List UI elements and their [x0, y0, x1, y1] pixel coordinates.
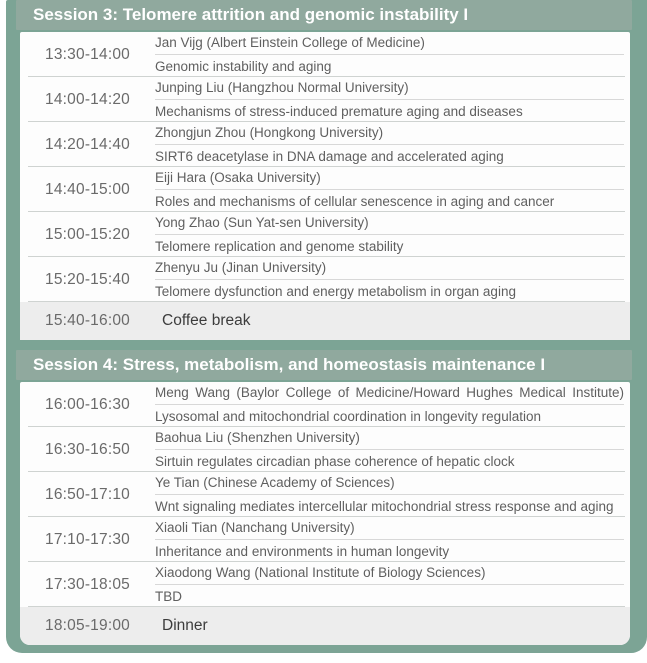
schedule-row [20, 427, 630, 472]
session-3-card [20, 32, 630, 340]
speaker-line: Xiaoli Tian (Nanchang University) [155, 518, 624, 540]
session-4-card [20, 382, 630, 645]
schedule-row [20, 167, 630, 212]
time-range: 15:20-15:40 [45, 270, 130, 288]
talk-details [155, 428, 630, 472]
schedule-row [20, 517, 630, 562]
speaker-line: Zhenyu Ju (Jinan University) [155, 258, 624, 280]
session-3-header: Session 3: Telomere attrition and genomic instability I [16, 0, 632, 30]
talk-title: Sirtuin regulates circadian phase coherence of hepatic clock [155, 453, 515, 469]
time-range: 15:00-15:20 [45, 225, 130, 243]
talk-details [155, 473, 630, 517]
speaker-line: Xiaodong Wang (National Institute of Biology Sciences) [155, 563, 624, 585]
time-range: 14:20-14:40 [45, 135, 130, 153]
talk-title: SIRT6 deacetylase in DNA damage and accelerated aging [155, 148, 504, 164]
break-label: Dinner [162, 617, 208, 634]
talk-details [155, 563, 630, 607]
talk-title: Mechanisms of stress-induced premature aging and diseases [155, 103, 523, 119]
talk-title: Genomic instability and aging [155, 58, 332, 74]
schedule-row [20, 77, 630, 122]
schedule-panel [6, 0, 647, 653]
schedule-row [20, 122, 630, 167]
time-range: 16:30-16:50 [45, 440, 130, 458]
time-range: 14:00-14:20 [45, 90, 130, 108]
talk-details [155, 78, 630, 122]
coffee-break-row [20, 302, 630, 340]
talk-title: TBD [155, 588, 182, 604]
talk-details [155, 213, 630, 257]
time-range: 16:00-16:30 [45, 395, 130, 413]
speaker-line: Junping Liu (Hangzhou Normal University) [155, 78, 624, 100]
speaker-line: Baohua Liu (Shenzhen University) [155, 428, 624, 450]
schedule-row [20, 562, 630, 607]
schedule-row [20, 257, 630, 302]
talk-title: Roles and mechanisms of cellular senescence in aging and cancer [155, 193, 555, 209]
talk-title: Lysosomal and mitochondrial coordination in longevity regulation [155, 408, 541, 424]
schedule-row [20, 212, 630, 257]
time-range: 18:05-19:00 [45, 617, 130, 634]
talk-details [155, 518, 630, 562]
time-range: 17:10-17:30 [45, 530, 130, 548]
talk-title: Telomere replication and genome stability [155, 238, 404, 254]
time-range: 15:40-16:00 [45, 312, 130, 329]
speaker-line: Yong Zhao (Sun Yat-sen University) [155, 213, 624, 235]
time-range: 16:50-17:10 [45, 485, 130, 503]
talk-title: Wnt signaling mediates intercellular mitochondrial stress response and aging [155, 498, 614, 514]
time-range: 14:40-15:00 [45, 180, 130, 198]
talk-details [155, 383, 630, 427]
speaker-line: Ye Tian (Chinese Academy of Sciences) [155, 473, 624, 495]
talk-details [155, 33, 630, 77]
talk-details [155, 123, 630, 167]
speaker-line: Jan Vijg (Albert Einstein College of Medicine) [155, 33, 624, 55]
speaker-line: Eiji Hara (Osaka University) [155, 168, 624, 190]
time-range: 13:30-14:00 [45, 45, 130, 63]
talk-title: Telomere dysfunction and energy metabolism in organ aging [155, 283, 516, 299]
speaker-line: Meng Wang (Baylor College of Medicine/Howard Hughes Medical Institute) [155, 383, 624, 405]
schedule-row [20, 32, 630, 77]
time-range: 17:30-18:05 [45, 575, 130, 593]
session-4-header: Session 4: Stress, metabolism, and homeostasis maintenance I [16, 350, 632, 380]
schedule-row [20, 382, 630, 427]
schedule-row [20, 472, 630, 517]
talk-title: Inheritance and environments in human longevity [155, 543, 450, 559]
dinner-row [20, 607, 630, 645]
talk-details [155, 168, 630, 212]
speaker-line: Zhongjun Zhou (Hongkong University) [155, 123, 624, 145]
talk-details [155, 258, 630, 302]
break-label: Coffee break [162, 312, 251, 329]
